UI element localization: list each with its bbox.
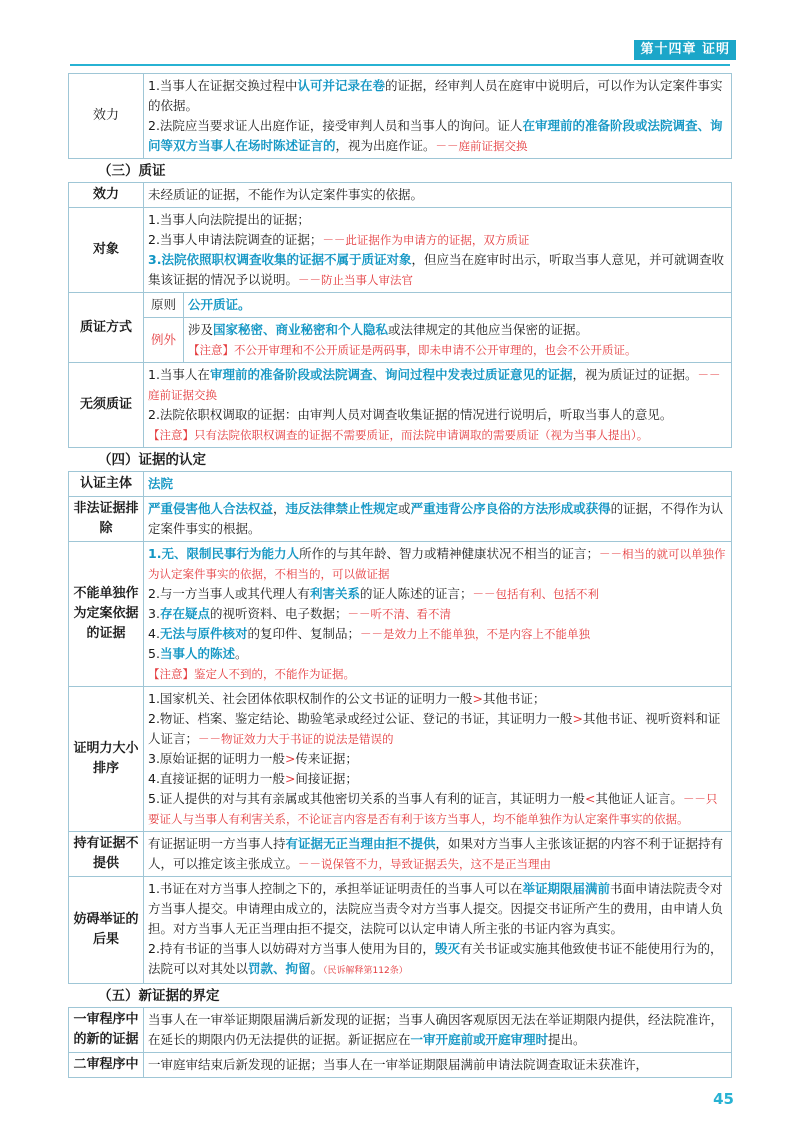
page-number: 45 bbox=[713, 1090, 734, 1108]
comparison-sign: > bbox=[284, 771, 296, 786]
row-label: 不能单独作为定案依据的证据 bbox=[69, 542, 144, 687]
text: ，如果对方当事人主张该证据的内容不利于证据持有人，可以推定该主张成立。 bbox=[148, 836, 724, 871]
annotation: －－庭前证据交换 bbox=[435, 139, 528, 153]
table-row bbox=[69, 542, 732, 687]
list-item bbox=[148, 584, 727, 604]
main-content bbox=[68, 73, 732, 1078]
list-item bbox=[148, 116, 727, 156]
row-content bbox=[184, 318, 732, 363]
text: 1.当事人在证据交换过程中 bbox=[148, 78, 298, 93]
text: 1.当事人在 bbox=[148, 367, 210, 382]
list-item bbox=[148, 769, 727, 789]
table-effect-carryover bbox=[68, 73, 732, 159]
sub-label: 原则 bbox=[144, 293, 184, 318]
highlight: 有证据无正当理由拒不提供 bbox=[285, 836, 436, 851]
table-row bbox=[69, 74, 732, 159]
table-evidence-determination bbox=[68, 471, 732, 984]
text: 或法律规定的其他应当保密的证据。 bbox=[388, 322, 589, 337]
text: 其他证人证言。 bbox=[595, 791, 683, 806]
row-content bbox=[144, 687, 732, 832]
page-header bbox=[0, 40, 800, 66]
highlight: 严重违背公序良俗的方法形成或获得 bbox=[410, 501, 611, 516]
table-row bbox=[69, 208, 732, 293]
highlight: 认可并记录在卷 bbox=[297, 78, 385, 93]
highlight: 毁灭 bbox=[434, 941, 460, 956]
list-item bbox=[148, 939, 727, 981]
text: 1.国家机关、社会团体依职权制作的公文书证的证明力一般 bbox=[148, 691, 473, 706]
text: 提出。 bbox=[548, 1032, 586, 1047]
list-item bbox=[148, 230, 727, 250]
row-label: 认证主体 bbox=[69, 472, 144, 497]
text: ，但应当在庭审时出示，听取当事人意见，并可就调查收集该证据的情况予以说明。 bbox=[148, 252, 724, 287]
text: 2.物证、档案、鉴定结论、勘验笔录或经过公证、登记的书证，其证明力一般 bbox=[148, 711, 573, 726]
section-heading-evidence-determination: （四）证据的认定 bbox=[98, 452, 206, 468]
annotation: －－说保管不力，导致证据丢失，这不是正当理由 bbox=[298, 857, 552, 871]
text: 间接证据； bbox=[295, 771, 358, 786]
text: ， bbox=[273, 501, 286, 516]
table-row bbox=[69, 183, 732, 208]
highlight: 国家秘密、商业秘密和个人隐私 bbox=[213, 322, 389, 337]
list-item bbox=[148, 709, 727, 749]
highlight: 存在疑点 bbox=[159, 606, 210, 621]
highlight: 1.无、限制民事行为能力人 bbox=[148, 546, 299, 561]
citation: （民诉解释第112条） bbox=[323, 966, 408, 976]
comparison-sign: < bbox=[584, 791, 596, 806]
text: ，视为质证过的证据。 bbox=[572, 367, 698, 382]
text: 2.当事人申请法院调查的证据； bbox=[148, 232, 323, 247]
list-item bbox=[148, 624, 727, 644]
list-item bbox=[188, 320, 727, 340]
row-label: 质证方式 bbox=[69, 293, 144, 363]
text: 的视听资料、电子数据； bbox=[209, 606, 348, 621]
text: 所作的与其年龄、智力或精神健康状况不相当的证言； bbox=[298, 546, 599, 561]
list-item bbox=[148, 879, 727, 939]
table-cross-exam bbox=[68, 182, 732, 448]
text: 3. bbox=[148, 606, 160, 621]
list-item: 2.法院依职权调取的证据：由审判人员对调查收集证据的情况进行说明后，听取当事人的意见。 bbox=[148, 407, 673, 422]
table-row bbox=[69, 363, 732, 448]
row-label: 妨碍举证的后果 bbox=[69, 877, 144, 984]
text: 书面申请法院责令对方当事人提交。申请理由成立的，法院应当责令对方当事人提交。因提交书证所产生的费用，由申请人负担。对方当事人无正当理由拒不提交，法院可以认定申请人所主张的书证内容为真实。 bbox=[148, 881, 724, 936]
text: 5.证人提供的对与其有亲属或其他密切关系的当事人有利的证言，其证明力一般 bbox=[148, 791, 585, 806]
header-rule bbox=[70, 64, 730, 66]
row-label: 一审程序中的新的证据 bbox=[69, 1008, 144, 1053]
list-item bbox=[148, 789, 727, 829]
text: 有关书证或实施其他致使书证不能使用行为的，法院可以对其处以 bbox=[148, 941, 723, 976]
highlight: 罚款、拘留 bbox=[248, 961, 311, 976]
annotation: －－听不清、看不清 bbox=[347, 607, 451, 621]
annotation: －－物证效力大于书证的说法是错误的 bbox=[198, 732, 394, 746]
table-row bbox=[69, 293, 732, 318]
text: 2.与一方当事人或其代理人有 bbox=[148, 586, 310, 601]
note: 【注意】只有法院依职权调查的证据不需要质证，而法院申请调取的需要质证（视为当事人提出）。 bbox=[148, 428, 649, 442]
row-content: 一审庭审结束后新发现的证据；当事人在一审举证期限届满前申请法院调查取证未获准许， bbox=[144, 1053, 732, 1078]
text: 2.法院应当要求证人出庭作证，接受审判人员和当事人的询问。证人 bbox=[148, 118, 523, 133]
text: 2.持有书证的当事人以妨碍对方当事人使用为目的， bbox=[148, 941, 435, 956]
row-content bbox=[144, 542, 732, 687]
row-label: 非法证据排除 bbox=[69, 497, 144, 542]
text: 或 bbox=[398, 501, 411, 516]
section-heading-new-evidence: （五）新证据的界定 bbox=[98, 988, 220, 1004]
list-item bbox=[148, 76, 727, 116]
comparison-sign: > bbox=[572, 711, 583, 726]
section-heading-cross-exam: （三）质证 bbox=[98, 163, 166, 179]
row-label-effect: 效力 bbox=[69, 74, 144, 159]
highlight: 利害关系 bbox=[309, 586, 360, 601]
table-row bbox=[69, 687, 732, 832]
comparison-sign: > bbox=[472, 691, 483, 706]
note: 【注意】不公开审理和不公开质证是两码事，即未申请不公开审理的，也会不公开质证。 bbox=[188, 343, 637, 357]
highlight: 举证期限届满前 bbox=[522, 881, 610, 896]
table-row bbox=[69, 472, 732, 497]
row-content: 未经质证的证据，不能作为认定案件事实的依据。 bbox=[144, 183, 732, 208]
annotation: －－是效力上不能单独，不是内容上不能单独 bbox=[359, 627, 590, 641]
row-content bbox=[144, 497, 732, 542]
highlight: 审理前的准备阶段或法院调查、询问过程中发表过质证意见的证据 bbox=[209, 367, 573, 382]
text: 4. bbox=[148, 626, 160, 641]
row-content: 法院 bbox=[144, 472, 732, 497]
highlight: 3.法院依照职权调查收集的证据不属于质证对象 bbox=[148, 252, 412, 267]
highlight: 严重侵害他人合法权益 bbox=[148, 501, 274, 516]
table-row bbox=[69, 877, 732, 984]
text: 4.直接证据的证明力一般 bbox=[148, 771, 285, 786]
row-label: 二审程序中 bbox=[69, 1053, 144, 1078]
annotation: －－只要证人与当事人有利害关系，不论证言内容是否有利于该方当事人，均不能单独作为认定案件事实的依据。 bbox=[148, 792, 718, 826]
list-item bbox=[148, 604, 727, 624]
row-content bbox=[144, 74, 732, 159]
text: 其他书证； bbox=[482, 691, 546, 706]
row-label: 证明力大小排序 bbox=[69, 687, 144, 832]
annotation: －－防止当事人审法官 bbox=[298, 273, 414, 287]
highlight: 违反法律禁止性规定 bbox=[285, 501, 399, 516]
text: 5. bbox=[148, 646, 160, 661]
row-content bbox=[144, 208, 732, 293]
list-item bbox=[148, 250, 727, 290]
text: 3.原始证据的证明力一般 bbox=[148, 751, 285, 766]
row-label: 持有证据不提供 bbox=[69, 832, 144, 877]
annotation: －－相当的就可以单独作为认定案件事实的依据，不相当的，可以做证据 bbox=[148, 547, 726, 581]
text: 的证人陈述的证言； bbox=[359, 586, 473, 601]
text: 有证据证明一方当事人持 bbox=[148, 836, 286, 851]
table-row bbox=[69, 318, 732, 363]
highlight: 一审开庭前或开庭审理时 bbox=[410, 1032, 549, 1047]
table-row bbox=[69, 497, 732, 542]
row-content bbox=[144, 363, 732, 448]
highlight: 当事人的陈述 bbox=[159, 646, 235, 661]
row-label: 对象 bbox=[69, 208, 144, 293]
row-content bbox=[144, 1008, 732, 1053]
annotation: －－包括有利、包括不利 bbox=[472, 587, 599, 601]
text: ，视为出庭作证。 bbox=[335, 138, 436, 153]
table-new-evidence bbox=[68, 1007, 732, 1078]
text: 1.书证在对方当事人控制之下的，承担举证证明责任的当事人可以在 bbox=[148, 881, 523, 896]
text: 的证据，不得作为认定案件事实的根据。 bbox=[148, 501, 724, 536]
list-item bbox=[148, 689, 727, 709]
text: 。 bbox=[310, 961, 324, 976]
text: 其他书证、视听资料和证人证言； bbox=[148, 711, 721, 746]
text: 涉及 bbox=[188, 322, 214, 337]
row-content bbox=[144, 877, 732, 984]
list-item bbox=[148, 644, 727, 664]
list-item bbox=[148, 749, 727, 769]
table-row bbox=[69, 832, 732, 877]
annotation: －－庭前证据交换 bbox=[148, 368, 721, 402]
highlight: 无法与原件核对 bbox=[159, 626, 248, 641]
highlight: 在审理前的准备阶段或法院调查、询问等双方当事人在场时陈述证言的 bbox=[148, 118, 723, 153]
table-row bbox=[69, 1008, 732, 1053]
list-item bbox=[148, 365, 727, 405]
annotation: －－此证据作为申请方的证据，双方质证 bbox=[322, 233, 530, 247]
text: 。 bbox=[234, 646, 248, 661]
row-content: 公开质证。 bbox=[184, 293, 732, 318]
text: 的证据，经审判人员在庭审中说明后，可以作为认定案件事实的依据。 bbox=[148, 78, 723, 113]
text: 的复印件、复制品； bbox=[247, 626, 360, 641]
row-label: 效力 bbox=[69, 183, 144, 208]
sub-label: 例外 bbox=[144, 318, 184, 363]
table-row bbox=[69, 1053, 732, 1078]
row-content bbox=[144, 832, 732, 877]
chapter-tag: 第十四章 证明 bbox=[634, 40, 736, 60]
text: 当事人在一审举证期限届满后新发现的证据；当事人确因客观原因无法在举证期限内提供，经法院准许，在延长的期限内仍无法提供的证据。新证据应在 bbox=[148, 1012, 724, 1047]
row-label: 无须质证 bbox=[69, 363, 144, 448]
list-item: 1.当事人向法院提出的证据； bbox=[148, 212, 310, 227]
text: 传来证据； bbox=[295, 751, 358, 766]
comparison-sign: > bbox=[284, 751, 296, 766]
list-item bbox=[148, 544, 727, 584]
note: 【注意】鉴定人不到的，不能作为证据。 bbox=[148, 667, 355, 681]
